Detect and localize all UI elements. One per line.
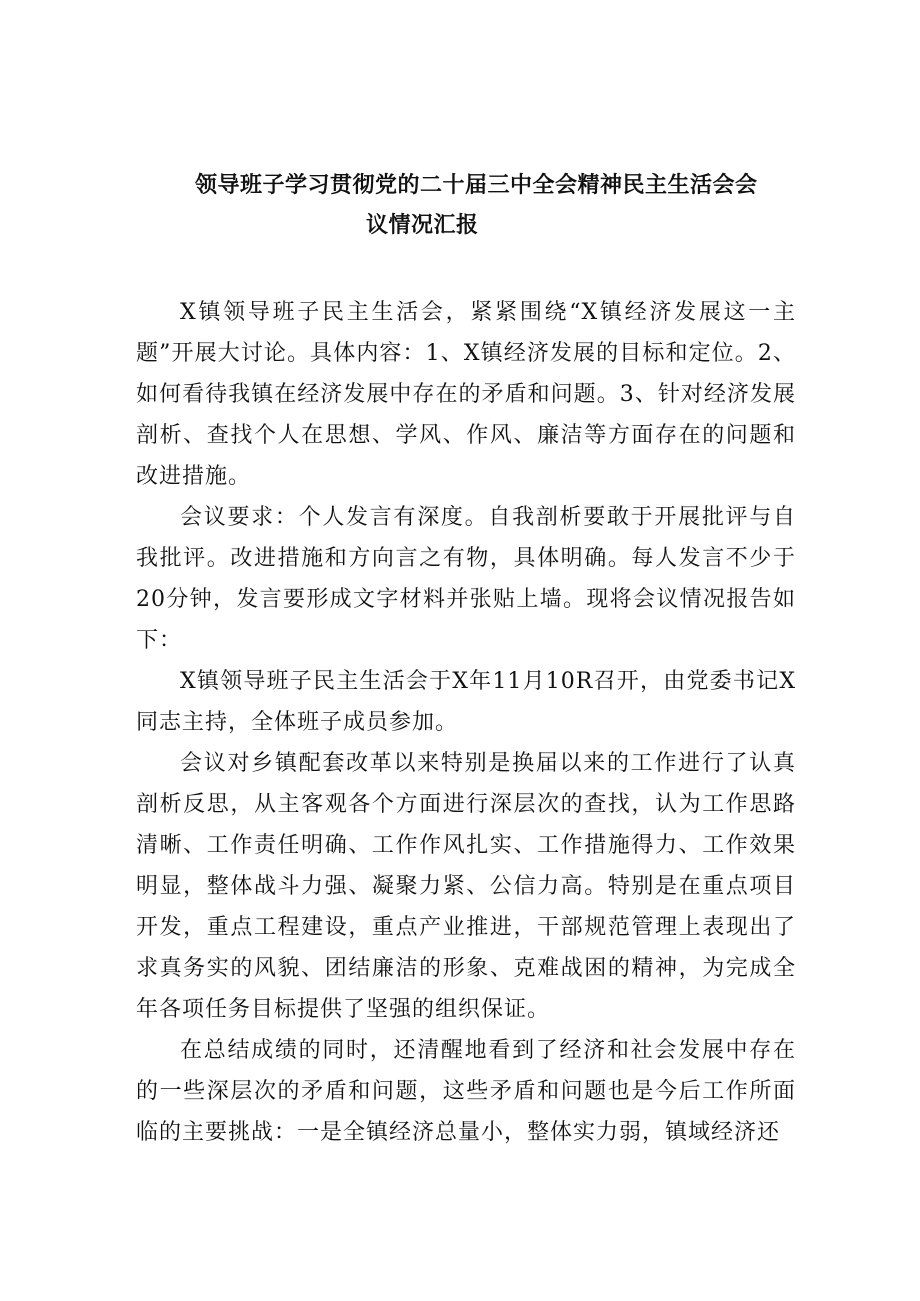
paragraph: 会议对乡镇配套改革以来特别是换届以来的工作进行了认真剖析反思，从主客观各个方面进行深层次的查找，认为工作思路清晰、工作责任明确、工作作风扎实、工作措施得力、工作效果明显，整体战斗力强、凝聚力紧、公信力高。特别是在重点项目开发，重点工程建设，重点产业推进，干部规范管理上表现出了求真务实的风貌、团结廉洁的形象、克难战困的精神，为完成全年各项任务目标提供了坚强的组织保证。 [136, 751, 796, 1022]
title-line-2: 议情况汇报 [366, 213, 479, 238]
paragraph: X镇领导班子民主生活会，紧紧围绕“X镇经济发展这一主题”开展大讨论。具体内容：1、X镇经济发展的目标和定位。2、如何看待我镇在经济发展中存在的矛盾和问题。3、针对经济发展剖析、查找个人在思想、学风、作风、廉洁等方面存在的问题和改进措施。 [136, 300, 796, 489]
document-body [136, 292, 796, 1153]
paragraph: X镇领导班子民主生活会于X年11月10R召开，由党委书记X同志主持，全体班子成员参加。 [136, 669, 796, 735]
paragraph: 会议要求：个人发言有深度。自我剖析要敢于开展批评与自我批评。改进措施和方向言之有物，具体明确。每人发言不少于20分钟，发言要形成文字材料并张贴上墙。现将会议情况报告如下： [136, 505, 796, 653]
title-line-1: 领导班子学习贯彻党的二十届三中全会精神民主生活会会 [195, 173, 758, 198]
paragraph: 在总结成绩的同时，还清醒地看到了经济和社会发展中存在的一些深层次的矛盾和问题，这些矛盾和问题也是今后工作所面临的主要挑战：一是全镇经济总量小，整体实力弱，镇域经济还 [136, 1038, 796, 1145]
document-title [195, 166, 795, 246]
